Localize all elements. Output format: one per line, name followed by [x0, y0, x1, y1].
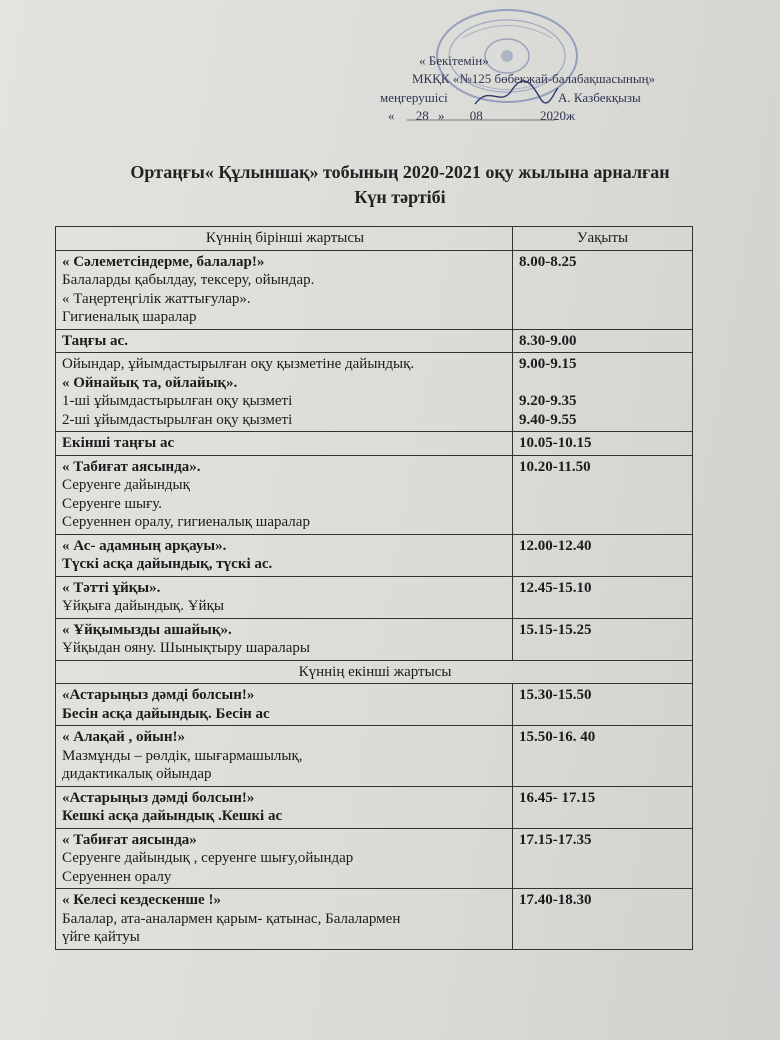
date-quote-close: »	[438, 108, 445, 123]
activity-line: « Табиғат аясында».	[62, 458, 201, 475]
table-row	[56, 432, 693, 456]
activity-cell	[56, 329, 513, 353]
schedule-table	[55, 226, 693, 950]
table-row	[56, 786, 693, 828]
table-row	[56, 576, 693, 618]
table-row	[56, 455, 693, 534]
approval-label: « Бекітемін»	[419, 53, 489, 68]
activity-line: Ұйқыдан ояну. Шынықтыру шаралары	[62, 640, 310, 656]
time-cell	[512, 455, 692, 534]
time-value: 17.40-18.30	[518, 892, 592, 908]
table-row	[56, 329, 693, 353]
time-cell	[512, 250, 692, 329]
time-value: 15.15-15.25	[518, 621, 592, 638]
activity-cell	[56, 786, 513, 828]
date-year: 2020ж	[540, 108, 575, 123]
activity-line: Балаларды қабылдау, тексеру, ойындар.	[62, 272, 315, 288]
time-value: 9.20-9.35	[518, 393, 577, 409]
time-value: 10.20-11.50	[518, 458, 591, 475]
table-row	[56, 534, 693, 576]
table-row	[56, 889, 693, 950]
activity-cell	[56, 684, 513, 726]
time-cell	[512, 329, 692, 353]
time-value: 15.50-16. 40	[518, 729, 596, 745]
approval-organization: МКҚК «№125 бөбекжай-балабақшасының»	[412, 71, 656, 86]
time-value: 9.00-9.15	[518, 356, 577, 372]
time-cell	[512, 726, 692, 787]
activity-line: « Алақай , ойын!»	[62, 729, 186, 745]
time-value: 8.30-9.00	[518, 332, 577, 349]
activity-line: « Ұйқымызды ашайық».	[62, 621, 232, 638]
activity-line: Серуеннен оралу	[62, 868, 172, 885]
section-title: Күннің екінші жартысы	[56, 660, 693, 684]
table-header-row	[56, 227, 693, 251]
page-title	[60, 160, 740, 210]
activity-line: Ұйқыға дайындық. Ұйқы	[62, 598, 224, 614]
activity-line: « Ойнайық та, ойлайық».	[62, 374, 238, 391]
title-line-1: Ортаңғы« Құлыншақ» тобының 2020-2021 оқу жылына арналған	[130, 162, 670, 182]
time-value: 8.00-8.25	[518, 253, 577, 270]
time-cell	[512, 828, 692, 889]
table-row	[56, 618, 693, 660]
activity-cell	[56, 828, 513, 889]
time-cell	[512, 576, 692, 618]
activity-line: Кешкі асқа дайындық .Кешкі ас	[62, 808, 283, 824]
activity-line: Серуенге дайындық	[62, 477, 190, 493]
first-half-rows	[56, 250, 693, 660]
activity-line: Серуенге шығу.	[62, 495, 163, 512]
time-cell	[512, 786, 692, 828]
time-value: 9.40-9.55	[518, 411, 577, 428]
section-row	[56, 660, 693, 684]
activity-line: 1-ші ұйымдастырылған оқу қызметі	[62, 393, 293, 409]
approval-name: А. Казбекқызы	[558, 90, 641, 105]
activity-line: 2-ші ұйымдастырылған оқу қызметі	[62, 411, 293, 428]
date-month: 08	[469, 108, 483, 123]
table-row	[56, 828, 693, 889]
activity-line: Бесін асқа дайындық. Бесін ас	[62, 705, 270, 722]
activity-line: Таңғы ас.	[62, 332, 128, 349]
activity-line: Серуенге дайындық , серуенге шығу,ойындар	[62, 850, 354, 866]
activity-cell	[56, 432, 513, 456]
time-value: 17.15-17.35	[518, 831, 592, 848]
approval-position: меңгерушісі	[380, 90, 448, 105]
activity-line: дидактикалық ойындар	[62, 766, 212, 782]
time-value: 15.30-15.50	[518, 687, 592, 703]
activity-cell	[56, 618, 513, 660]
activity-line: « Келесі кездескенше !»	[62, 892, 221, 908]
activity-line: Түскі асқа дайындық, түскі ас.	[62, 556, 273, 572]
activity-line: Екінші таңғы ас	[62, 435, 175, 451]
activity-line: « Ас- адамның арқауы».	[62, 537, 227, 554]
table-row	[56, 353, 693, 432]
table-row	[56, 726, 693, 787]
table-row	[56, 250, 693, 329]
activity-line: Гигиеналық шаралар	[62, 309, 197, 325]
activity-line: Серуеннен оралу, гигиеналық шаралар	[62, 514, 310, 530]
time-value: 16.45- 17.15	[518, 789, 596, 806]
date-quote-open: «	[388, 108, 395, 123]
time-cell	[512, 684, 692, 726]
activity-cell	[56, 889, 513, 950]
activity-line: Ойындар, ұйымдастырылған оқу қызметіне дайындық.	[62, 356, 415, 372]
time-cell	[512, 353, 692, 432]
activity-cell	[56, 576, 513, 618]
activity-line: Балалар, ата-аналармен қарым- қатынас, Балалармен	[62, 910, 401, 927]
table-row	[56, 684, 693, 726]
activity-line: «Астарыңыз дәмді болсын!»	[62, 789, 255, 806]
underline-marks	[405, 104, 565, 124]
time-cell	[512, 889, 692, 950]
activity-line: « Сәлеметсіндерме, балалар!»	[62, 253, 265, 270]
activity-cell	[56, 726, 513, 787]
time-value: 10.05-10.15	[518, 435, 592, 451]
activity-line: « Тәтті ұйқы».	[62, 579, 161, 596]
time-value: 12.00-12.40	[518, 537, 592, 554]
activity-line: « Табиғат аясында»	[62, 831, 197, 848]
activity-line: Мазмұнды – рөлдік, шығармашылық,	[62, 747, 303, 764]
second-half-rows	[56, 684, 693, 950]
activity-line: үйге қайтуы	[62, 929, 140, 945]
time-cell	[512, 432, 692, 456]
activity-cell	[56, 250, 513, 329]
time-cell	[512, 534, 692, 576]
time-cell	[512, 618, 692, 660]
activity-line: « Таңертеңгілік жаттығулар».	[62, 290, 251, 307]
title-line-2: Күн тәртібі	[354, 187, 446, 207]
activity-cell	[56, 534, 513, 576]
date-day: 28	[415, 108, 429, 123]
activity-line: «Астарыңыз дәмді болсын!»	[62, 687, 255, 703]
header-time: Уақыты	[512, 227, 692, 251]
time-value: 12.45-15.10	[518, 579, 592, 596]
header-activity: Күннің бірінші жартысы	[56, 227, 513, 251]
activity-cell	[56, 455, 513, 534]
activity-cell	[56, 353, 513, 432]
